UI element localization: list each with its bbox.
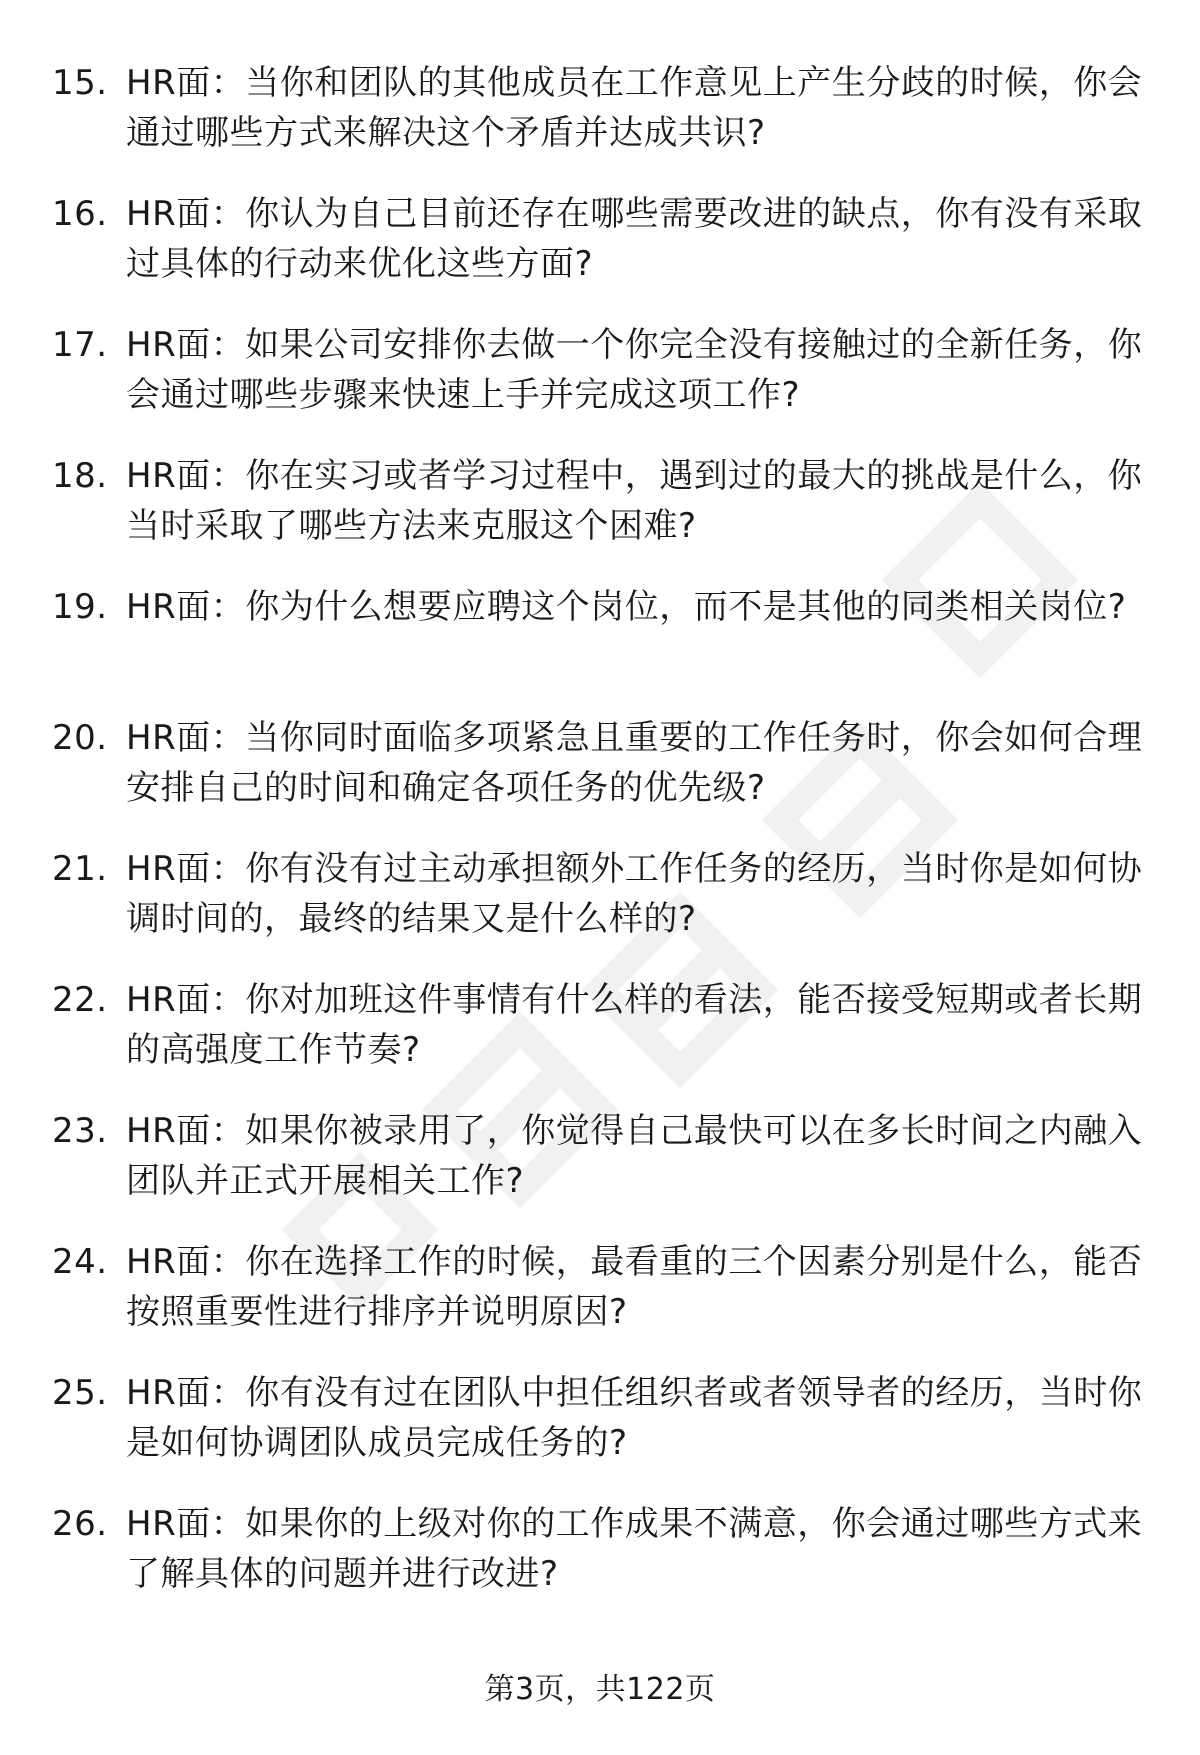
question-number: 18. (52, 456, 108, 496)
question-text: HR面：你有没有过在团队中担任组织者或者领导者的经历，当时你是如何协调团队成员完成任务的? (126, 1373, 1143, 1463)
list-item (0, 1499, 1200, 1630)
question-list (0, 58, 1200, 1630)
list-item (0, 451, 1200, 582)
question-number: 19. (52, 587, 108, 627)
question-text: HR面：如果你被录用了，你觉得自己最快可以在多长时间之内融入团队并正式开展相关工作? (126, 1111, 1143, 1201)
list-item (0, 320, 1200, 451)
question-text: HR面：你在选择工作的时候，最看重的三个因素分别是什么，能否按照重要性进行排序并说明原因? (126, 1242, 1143, 1332)
list-item (0, 189, 1200, 320)
list-item (0, 1106, 1200, 1237)
question-number: 15. (52, 63, 108, 103)
question-text: HR面：如果你的上级对你的工作成果不满意，你会通过哪些方式来了解具体的问题并进行改进? (126, 1504, 1143, 1594)
question-number: 26. (52, 1504, 108, 1544)
question-number: 21. (52, 849, 108, 889)
question-text: HR面：当你同时面临多项紧急且重要的工作任务时，你会如何合理安排自己的时间和确定各项任务的优先级? (126, 718, 1143, 808)
question-text: HR面：你认为自己目前还存在哪些需要改进的缺点，你有没有采取过具体的行动来优化这些方面? (126, 194, 1143, 284)
question-number: 16. (52, 194, 108, 234)
question-number: 24. (52, 1242, 108, 1282)
question-text: HR面：如果公司安排你去做一个你完全没有接触过的全新任务，你会通过哪些步骤来快速上手并完成这项工作? (126, 325, 1143, 415)
page-footer: 第3页，共122页 (484, 1672, 716, 1707)
question-number: 25. (52, 1373, 108, 1413)
question-number: 22. (52, 980, 108, 1020)
list-item (0, 844, 1200, 975)
question-number: 17. (52, 325, 108, 365)
list-item (0, 582, 1200, 713)
question-text: HR面：你在实习或者学习过程中，遇到过的最大的挑战是什么，你当时采取了哪些方法来克服这个困难? (126, 456, 1143, 546)
list-item (0, 713, 1200, 844)
list-item (0, 58, 1200, 189)
question-text: HR面：当你和团队的其他成员在工作意见上产生分歧的时候，你会通过哪些方式来解决这个矛盾并达成共识? (126, 63, 1143, 153)
list-item (0, 975, 1200, 1106)
question-text: HR面：你有没有过主动承担额外工作任务的经历，当时你是如何协调时间的，最终的结果又是什么样的? (126, 849, 1143, 939)
question-text: HR面：你对加班这件事情有什么样的看法，能否接受短期或者长期的高强度工作节奏? (126, 980, 1143, 1070)
question-number: 20. (52, 718, 108, 758)
question-text: HR面：你为什么想要应聘这个岗位，而不是其他的同类相关岗位? (126, 587, 1127, 627)
question-number: 23. (52, 1111, 108, 1151)
list-item (0, 1368, 1200, 1499)
list-item (0, 1237, 1200, 1368)
